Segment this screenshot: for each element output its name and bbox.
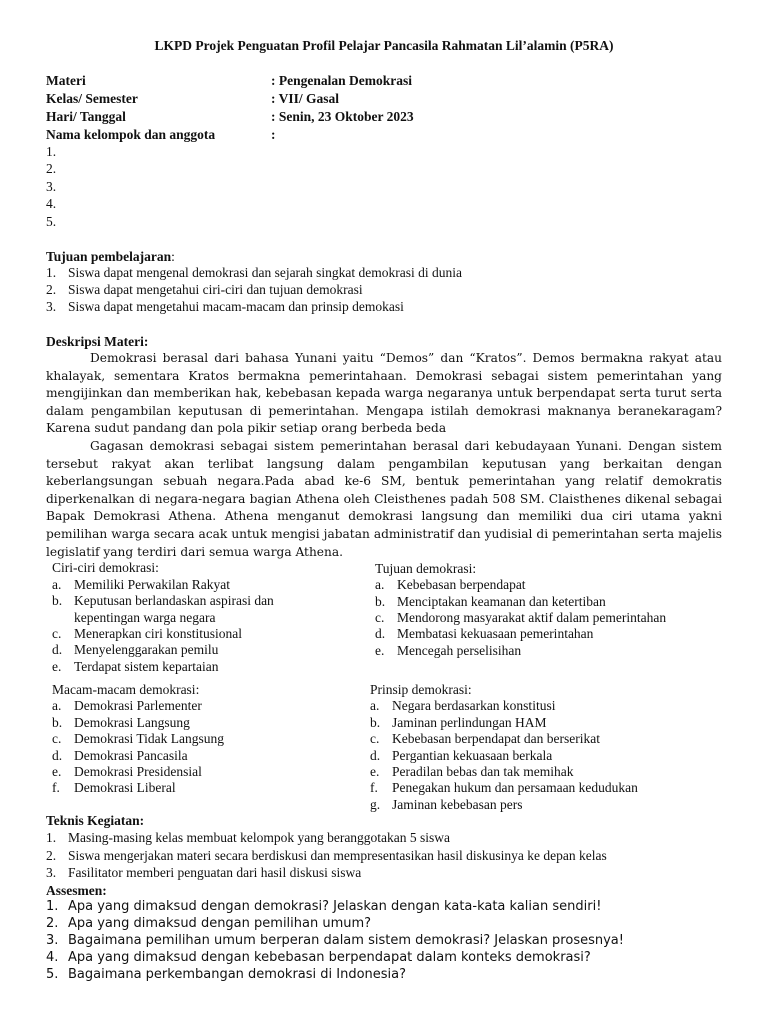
deskripsi-paragraph-2: Gagasan demokrasi sebagai sistem pemerintahan berasal dari kebudayaan Yunani. Dengan sistem tersebut rakyat akan terlibat langsung dalam pengambilan keputusan yang berkaitan dengan keberlangsungan sebuah negara.Pada abad ke-6 SM, bentuk pemerintahan yang relatif demokratis diperkenalkan di negara-negara bagian Athena oleh Cleisthenes padah 508 SM. Claisthenes dikenal sebagai Bapak Demokrasi Athena. Athena menganut demokrasi langsung dan memiliki dua ciri utama yakni pemilihan warga secara acak untuk mengisi jabatan administratif dan yudisial di pemerintahan serta majelis legislatif yang terdiri dari semua warga Athena.	[46, 438, 722, 559]
worksheet-page: LKPD Projek Penguatan Profil Pelajar Pancasila Rahmatan Lil’alamin (P5RA) Materi : Pengenalan Demokrasi Kelas/ Semester : VII/ Gasal Hari/ Tanggal : Senin, 23 Oktober 2023 Nama kelompok dan anggota : 1. 2. 3. 4. 5. Tujuan pembelajaran: 1. Siswa dapat mengenal demokrasi dan sejarah singkat demokrasi di dunia 2. Siswa dapat mengetahui ciri-ciri dan tujuan demokrasi 3. Siswa dapat mengetahui macam-macam dan prinsip demokasi Deskripsi Materi: Demokrasi berasal dari bahasa Yunani yaitu “Demos” dan “Kratos”. Demos bermakna rakyat atau khalayak, sementara Kratos bermakna pemerintahaan. Demokrasi sebagai sistem pemerintahan yang mengijinkan dan memberikan hak, kebebasan kepada warga negaranya untuk berpendapat serta turut serta dalam pengambilan keputusan di pemerintahan. Mengapa istilah demokrasi maknanya beranekaragam? Karena sudut pandang dan pola pikir setiap orang berbeda beda Gagasan demokrasi sebagai sistem pemerintahan berasal dari kebudayaan Yunani. Dengan sistem tersebut rakyat akan terlibat langsung dalam pengambilan keputusan yang berkaitan dengan keberlangsungan sebuah negara.Pada abad ke-6 SM, bentuk pemerintahan yang relatif demokratis diperkenalkan di negara-negara bagian Athena oleh Cleisthenes padah 508 SM. Claisthenes dikenal sebagai Bapak Demokrasi Athena. Athena menganut demokrasi langsung dan memiliki dua ciri utama yakni pemilihan warga secara acak untuk mengisi jabatan administratif dan yudisial di pemerintahan serta majelis legislatif yang terdiri dari semua warga Athena. Ciri-ciri demokrasi: a. Memiliki Perwakilan Rakyat b. Keputusan berlandaskan aspirasi dan kepentingan warga negara c. Menerapkan ciri konstitusional d. Menyelenggarakan pemilu e. Terdapat sistem kepartaian Tujuan demokrasi: a. Kebebasan berpendapat b. Menciptakan keamanan dan ketertiban c. Mendorong masyarakat aktif dalam pemerintahan d. Membatasi kekuasaan pemerintahan e. Mencegah perselisihan Macam-macam demokrasi: a. Demokrasi Parlementer b. Demokrasi Langsung c. Demokrasi Tidak Langsung d. Demokrasi Pancasila e. Demokrasi Presidensial f. Demokrasi Liberal Prinsip demokrasi: a. Negara berdasarkan konstitusi b. Jaminan perlindungan HAM c. Kebebasan berpendapat dan berserikat d. Pergantian kekuasaan berkala e. Peradilan bebas dan tak memihak f. Penegakan hukum dan persamaan kedudukan g. Jaminan kebebasan pers Teknis Kegiatan: 1. Masing-masing kelas membuat kelompok yang beranggotakan 5 siswa 2. Siswa mengerjakan materi secara berdiskusi dan mempresentasikan hasil diskusinya ke depan kelas 3. Fasilitator memberi penguatan dari hasil diskusi siswa Assesmen: 1. Apa yang dimaksud dengan demokrasi? Jelaskan dengan kata-kata kalian sendiri! 2. Apa yang dimaksud dengan pemilihan umum? 3. Bagaimana pemilihan umum berperan dalam sistem demokrasi? Jelaskan prosesnya! 4. Apa yang dimaksud dengan kebebasan berpendapat dalam konteks demokrasi? 5. Bagaimana perkembangan demokrasi di Indonesia?	[0, 0, 768, 1024]
info-value-tanggal: : Senin, 23 Oktober 2023	[271, 109, 414, 124]
asesmen-heading: Assesmen:	[46, 883, 107, 898]
member-number: 2.	[46, 161, 57, 176]
deskripsi-paragraph-1: Demokrasi berasal dari bahasa Yunani yaitu “Demos” dan “Kratos”. Demos bermakna rakyat atau khalayak, sementara Kratos bermakna pemerintahaan. Demokrasi sebagai sistem pemerintahan yang mengijinkan dan memberikan hak, kebebasan kepada warga negaranya untuk berpendapat serta turut serta dalam pengambilan keputusan di pemerintahan. Mengapa istilah demokrasi maknanya beranekaragam? Karena sudut pandang dan pola pikir setiap orang berbeda beda	[46, 351, 722, 436]
prinsip-heading: Prinsip demokrasi:	[370, 682, 472, 697]
info-label-kelompok: Nama kelompok dan anggota	[46, 127, 216, 142]
info-label-materi: Materi	[46, 73, 86, 88]
member-number: 3.	[46, 179, 57, 194]
member-number: 1.	[46, 144, 57, 159]
info-label-tanggal: Hari/ Tanggal	[46, 109, 126, 124]
info-value-kelompok: :	[271, 127, 276, 142]
page-title: LKPD Projek Penguatan Profil Pelajar Pancasila Rahmatan Lil’alamin (P5RA)	[154, 38, 614, 53]
tujuan-demokrasi-heading: Tujuan demokrasi:	[375, 561, 477, 576]
info-value-materi: : Pengenalan Demokrasi	[271, 73, 412, 88]
deskripsi-heading: Deskripsi Materi:	[46, 334, 149, 349]
deskripsi-body	[46, 350, 722, 561]
tujuan-heading: Tujuan pembelajaran:	[46, 249, 175, 264]
ciri-heading: Ciri-ciri demokrasi:	[52, 560, 159, 575]
member-number: 4.	[46, 196, 57, 211]
macam-heading: Macam-macam demokrasi:	[52, 682, 200, 697]
member-number: 5.	[46, 214, 57, 229]
info-label-kelas: Kelas/ Semester	[46, 91, 138, 106]
info-value-kelas: : VII/ Gasal	[271, 91, 340, 106]
teknis-heading: Teknis Kegiatan:	[46, 813, 145, 828]
